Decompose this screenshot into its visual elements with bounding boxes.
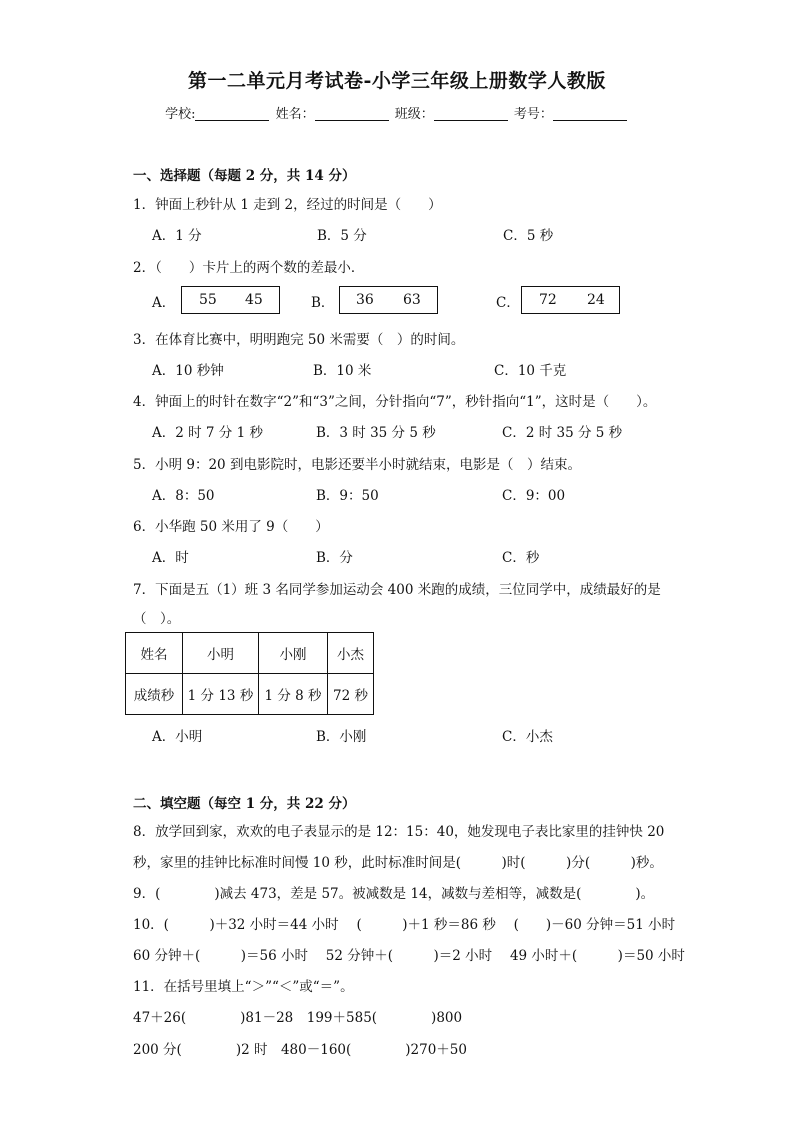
q1-option-a[interactable]: A．1 分 (152, 228, 202, 244)
question-6: 6．小华跑 50 米用了 9（ ） (133, 519, 329, 535)
student-info-line (0, 103, 794, 122)
school-blank[interactable] (195, 107, 269, 121)
question-4: 4．钟面上的时针在数字“2”和“3”之间，分针指向“7”，秒针指向“1”，这时是（ ）。 (133, 394, 657, 410)
q7-option-b[interactable]: B．小刚 (316, 729, 367, 745)
table-cell: 1 分 13 秒 (183, 674, 259, 715)
question-3: 3．在体育比赛中，明明跑完 50 米需要（ ）的时间。 (133, 332, 465, 348)
q5-option-a[interactable]: A．8：50 (152, 488, 215, 504)
q2-card-b[interactable] (339, 286, 438, 314)
q6-option-b[interactable]: B．分 (316, 550, 353, 566)
table-header-row (126, 633, 374, 674)
q3-option-b[interactable]: B．10 米 (313, 363, 372, 379)
name-label: 姓名： (275, 107, 315, 122)
question-7-line2: （ ）。 (133, 611, 181, 627)
q2-card-a[interactable] (181, 286, 280, 314)
question-11: 11．在括号里填上“＞”“＜”或“＝”。 (133, 979, 354, 995)
q1-option-b[interactable]: B．5 分 (317, 228, 367, 244)
q2-card-c-number1: 72 (539, 292, 557, 308)
q2-card-a-number1: 55 (199, 292, 217, 308)
question-9: 9．( )减去 473，差是 57。被减数是 14，减数与差相等，减数是( )。 (133, 886, 655, 902)
question-11-line1: 47＋26( )81－28 199＋585( )800 (133, 1010, 463, 1026)
school-label: 学校: (165, 107, 196, 122)
question-5: 5．小明 9：20 到电影院时，电影还要半小时就结束，电影是（ ）结束。 (133, 457, 581, 473)
name-blank[interactable] (315, 107, 389, 121)
table-cell: 72 秒 (328, 674, 374, 715)
table-cell: 小明 (183, 633, 259, 674)
table-cell: 小杰 (328, 633, 374, 674)
q7-option-c[interactable]: C．小杰 (502, 729, 553, 745)
q2-card-b-number1: 36 (356, 292, 374, 308)
table-row (126, 674, 374, 715)
q6-option-a[interactable]: A．时 (152, 550, 189, 566)
question-1: 1．钟面上秒针从 1 走到 2，经过的时间是（ ） (133, 197, 442, 213)
table-cell: 小刚 (259, 633, 328, 674)
table-cell: 成绩秒 (126, 674, 183, 715)
table-cell: 姓名 (126, 633, 183, 674)
q4-option-b[interactable]: B．3 时 35 分 5 秒 (316, 425, 436, 441)
class-label: 班级： (394, 107, 434, 122)
q4-option-c[interactable]: C．2 时 35 分 5 秒 (502, 425, 623, 441)
q2-card-c-number2: 24 (587, 292, 605, 308)
question-7-line1: 7．下面是五（1）班 3 名同学参加运动会 400 米跑的成绩，三位同学中，成绩最好的是 (133, 582, 661, 598)
q5-option-b[interactable]: B．9：50 (316, 488, 379, 504)
q2-option-a-label[interactable]: A． (152, 295, 176, 311)
q2-option-b-label[interactable]: B． (311, 295, 335, 311)
q2-card-c[interactable] (521, 286, 620, 314)
section1-heading: 一、选择题（每题 2 分，共 14 分） (133, 168, 356, 184)
question-11-line2: 200 分( )2 时 480－160( )270＋50 (133, 1042, 467, 1058)
question-10-line2: 60 分钟＋( )＝56 小时 52 分钟＋( )＝2 小时 49 小时＋( )＝50 小时 (133, 948, 685, 964)
exam-no-label: 考号： (513, 107, 553, 122)
class-blank[interactable] (434, 107, 508, 121)
question-8-line1: 8．放学回到家，欢欢的电子表显示的是 12：15：40，她发现电子表比家里的挂钟快 20 (133, 824, 665, 840)
page-title: 第一二单元月考试卷-小学三年级上册数学人教版 (188, 70, 606, 92)
q1-option-c[interactable]: C．5 秒 (503, 228, 554, 244)
q5-option-c[interactable]: C．9：00 (502, 488, 566, 504)
q2-card-b-number2: 63 (403, 292, 421, 308)
q3-option-a[interactable]: A．10 秒钟 (152, 363, 224, 379)
section2-heading: 二、填空题（每空 1 分，共 22 分） (133, 796, 356, 812)
q6-option-c[interactable]: C．秒 (502, 550, 540, 566)
score-table (125, 632, 374, 715)
question-8-line2: 秒，家里的挂钟比标准时间慢 10 秒，此时标准时间是( )时( )分( )秒。 (133, 855, 663, 871)
q2-option-c-label[interactable]: C． (496, 295, 520, 311)
q2-card-a-number2: 45 (245, 292, 263, 308)
exam-no-blank[interactable] (553, 107, 627, 121)
q7-option-a[interactable]: A．小明 (152, 729, 203, 745)
question-10-line1: 10．( )＋32 小时＝44 小时 ( )＋1 秒＝86 秒 ( )－60 分钟＝51 小时 (133, 917, 676, 933)
q4-option-a[interactable]: A．2 时 7 分 1 秒 (152, 425, 263, 441)
q3-option-c[interactable]: C．10 千克 (494, 363, 567, 379)
question-2: 2．（ ）卡片上的两个数的差最小． (133, 260, 365, 276)
table-cell: 1 分 8 秒 (259, 674, 328, 715)
